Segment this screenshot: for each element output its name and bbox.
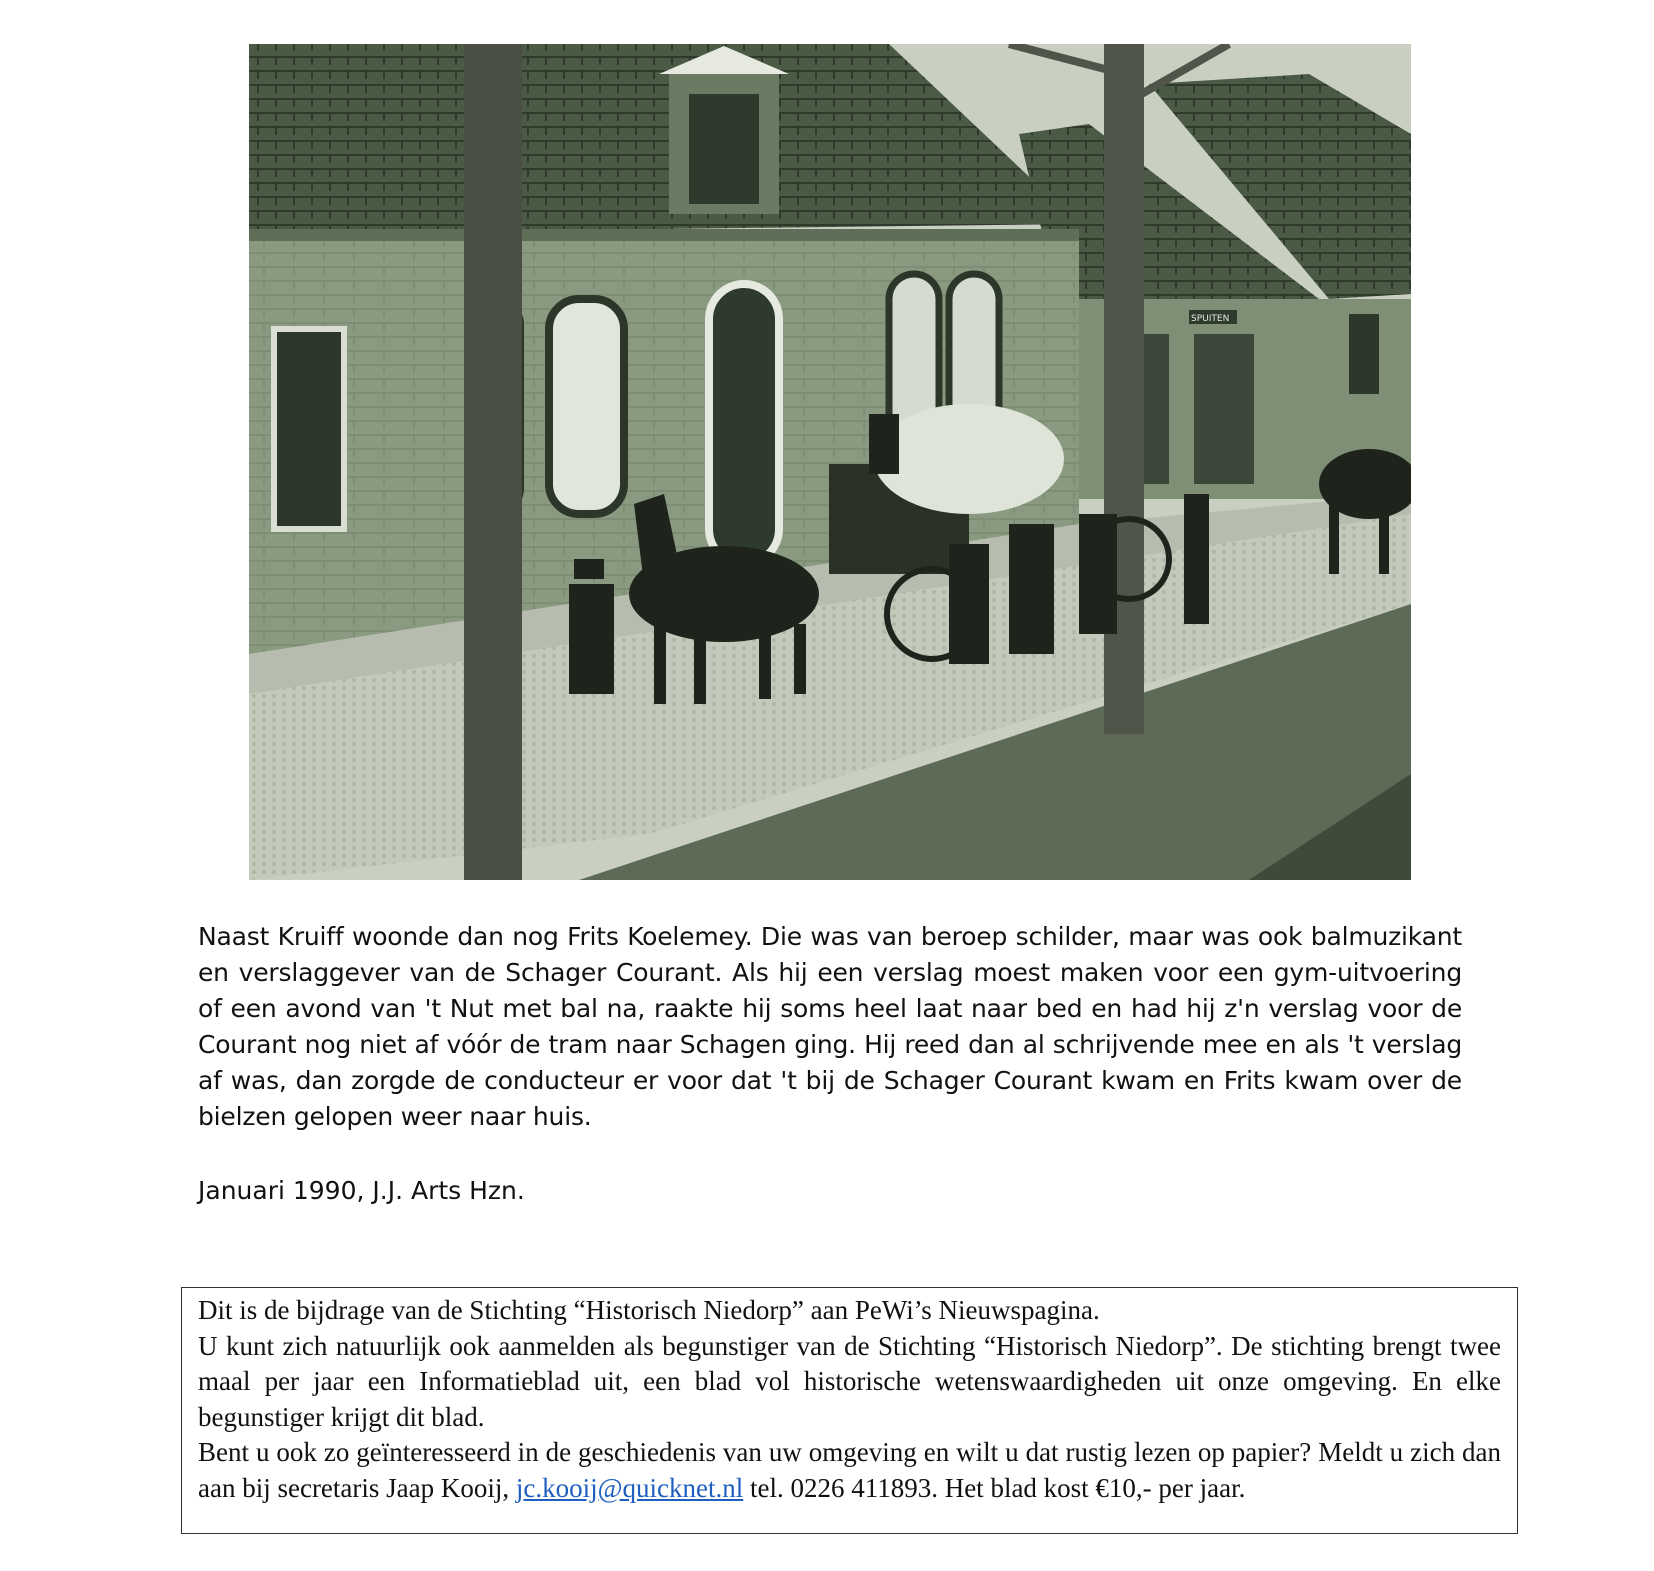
info-line-membership: U kunt zich natuurlijk ook aanmelden als begunstiger van de Stichting “Historisch Niedorp”. De stichting brengt twee maal per jaar een Informatieblad uit, een blad vol historische wetenswaardigheden uit onze omgeving. En elke begunstiger krijgt dit blad. (198, 1330, 1501, 1432)
email-link[interactable]: jc.kooij@quicknet.nl (515, 1472, 744, 1503)
historic-street-photo (249, 44, 1411, 880)
contact-text-after: tel. 0226 411893. Het blad kost €10,- per jaar. (743, 1472, 1246, 1503)
info-line-contact (198, 1435, 1501, 1506)
contact-text-before: Bent u ook zo geïnteresseerd in de geschiedenis van uw omgeving en wilt u dat rustig lezen op papier? Meldt u zich dan aan bij secretaris Jaap Kooij, (198, 1437, 1501, 1503)
article-paragraph: Naast Kruiff woonde dan nog Frits Koelemey. Die was van beroep schilder, maar was ook balmuzikant en verslaggever van de Schager Courant. Als hij een verslag moest maken voor een gym-uitvoering of een avond van 't Nut met bal na, raakte hij soms heel laat naar bed en had hij z'n verslag voor de Courant nog niet af vóór de tram naar Schagen ging. Hij reed dan al schrijvende mee en als 't verslag af was, dan zorgde de conducteur er voor dat 't bij de Schager Courant kwam en Frits kwam over de bielzen gelopen weer naar huis. (198, 922, 1462, 1131)
foundation-info-box (181, 1287, 1518, 1534)
sign-spuiten: SPUITEN (1191, 314, 1230, 324)
article-signature: Januari 1990, J.J. Arts Hzn. (198, 1176, 525, 1205)
info-line-intro: Dit is de bijdrage van de Stichting “Historisch Niedorp” aan PeWi’s Nieuwspagina. (198, 1295, 1100, 1325)
historic-photo-icon (249, 44, 1411, 880)
